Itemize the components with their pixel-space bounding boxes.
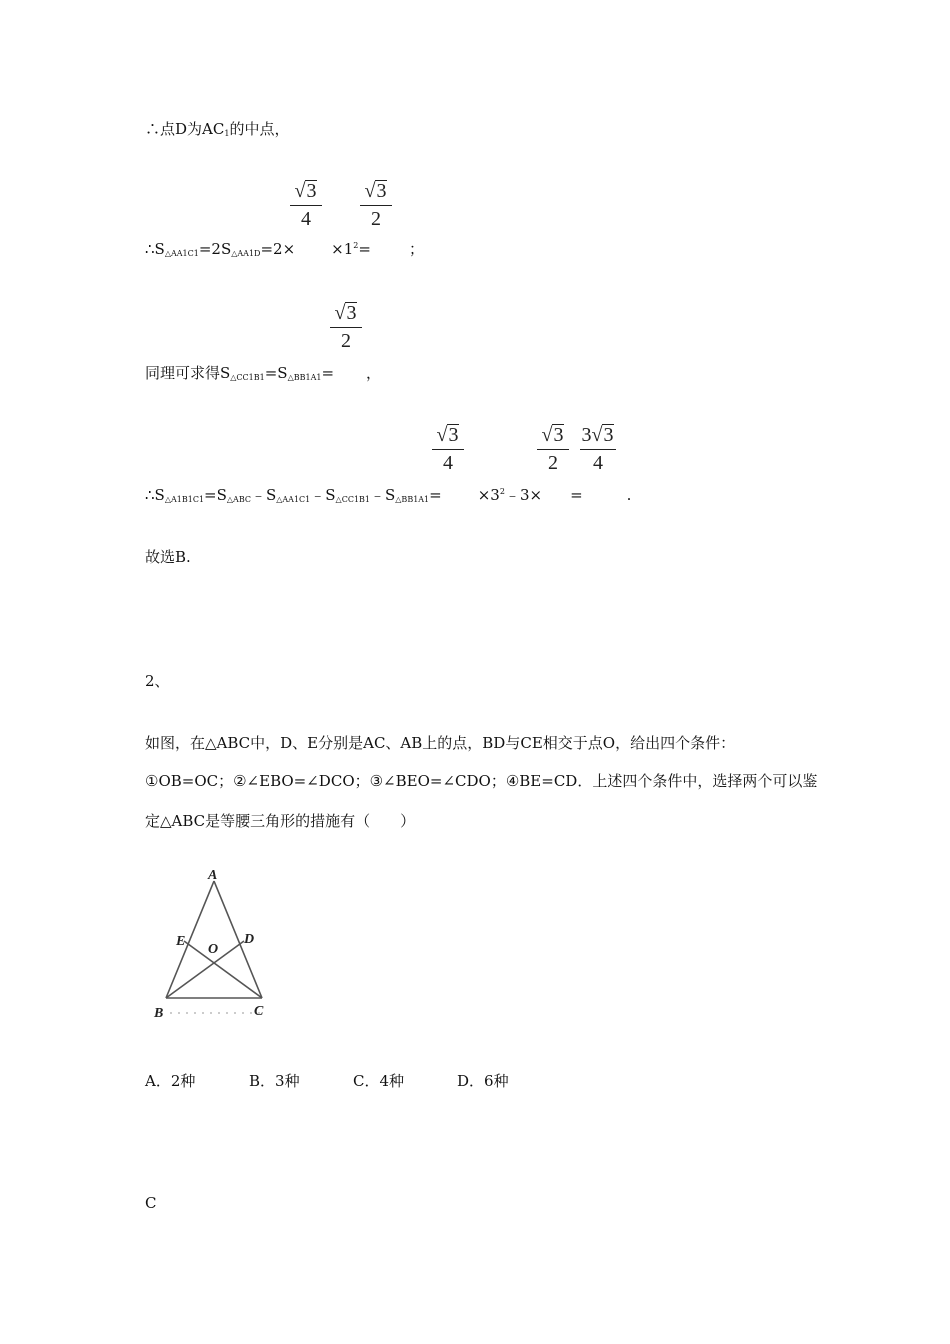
text-part: ， bbox=[366, 364, 382, 382]
text-part: ﹣3× bbox=[504, 486, 543, 504]
question-text-line-1: 如图，在△ABC中，D、E分别是AC、AB上的点，BD与CE相交于点O，给出四个条件： bbox=[145, 734, 736, 752]
denominator: 2 bbox=[341, 330, 351, 352]
text-part: ； bbox=[408, 240, 424, 258]
fraction-sqrt3-over-2: √3 2 bbox=[356, 180, 396, 231]
text-part: =2× bbox=[260, 240, 296, 258]
fraction-sqrt3-over-4: √3 4 bbox=[286, 180, 326, 231]
fraction-sqrt3-over-2: √3 2 bbox=[533, 424, 573, 475]
radicand: 3 bbox=[346, 302, 357, 324]
subscript: △AA1C1 bbox=[276, 495, 311, 504]
text-part: ﹣S bbox=[310, 486, 336, 504]
label-b: B bbox=[154, 1006, 164, 1021]
coefficient: 3 bbox=[581, 424, 592, 446]
option-d[interactable]: D．6种 bbox=[457, 1072, 509, 1090]
subscript: △CC1B1 bbox=[230, 373, 265, 382]
denominator: 4 bbox=[593, 452, 603, 474]
answer-text: C bbox=[145, 1194, 157, 1212]
subscript: 1 bbox=[224, 129, 230, 138]
text-part: ﹣S bbox=[250, 486, 277, 504]
answer-options bbox=[145, 1070, 509, 1091]
text-area-a1b1c1 bbox=[145, 484, 631, 505]
text-similar-areas bbox=[145, 362, 381, 383]
denominator: 2 bbox=[548, 452, 558, 474]
text-part: 同理可求得S bbox=[145, 364, 231, 382]
option-b[interactable]: B．3种 bbox=[249, 1072, 300, 1090]
text-part: =S bbox=[204, 486, 227, 504]
text-part: 的中点， bbox=[229, 120, 290, 138]
text-part: ∴S bbox=[145, 486, 165, 504]
text-part: =2S bbox=[198, 240, 232, 258]
radicand: 3 bbox=[376, 180, 387, 202]
subscript: △BB1A1 bbox=[287, 373, 322, 382]
text-part: ∴点D为AC bbox=[145, 120, 225, 138]
question-text-line-3: 定△ABC是等腰三角形的措施有（ ） bbox=[145, 812, 416, 830]
radicand: 3 bbox=[448, 424, 459, 446]
subscript: △ABC bbox=[226, 495, 251, 504]
text-midpoint-statement bbox=[145, 118, 289, 139]
question-text-line-2: ①OB=OC；②∠EBO=∠DCO；③∠BEO=∠CDO；④BE=CD．上述四个条件中，选择两个可以鉴 bbox=[145, 772, 818, 790]
superscript: 2 bbox=[353, 241, 359, 250]
denominator: 2 bbox=[371, 208, 381, 230]
subscript: △AA1C1 bbox=[164, 249, 199, 258]
text-part: = bbox=[429, 486, 442, 504]
text-choose-b: 故选B. bbox=[145, 548, 191, 566]
label-o: O bbox=[208, 942, 219, 957]
label-d: D bbox=[244, 932, 255, 947]
subscript: △A1B1C1 bbox=[164, 495, 205, 504]
label-c: C bbox=[254, 1004, 264, 1019]
radicand: 3 bbox=[603, 424, 614, 446]
text-part: ∴S bbox=[145, 240, 165, 258]
denominator: 4 bbox=[301, 208, 311, 230]
question-number: 2、 bbox=[145, 672, 170, 690]
text-part: = bbox=[570, 486, 583, 504]
option-c[interactable]: C．4种 bbox=[353, 1072, 405, 1090]
radicand: 3 bbox=[553, 424, 564, 446]
subscript: △AA1D bbox=[231, 249, 261, 258]
text-part: =S bbox=[264, 364, 288, 382]
text-part: ×3 bbox=[477, 486, 500, 504]
superscript: 2 bbox=[499, 487, 505, 496]
fraction-3sqrt3-over-4: 3√3 4 bbox=[576, 424, 620, 475]
option-a[interactable]: A．2种 bbox=[145, 1072, 196, 1090]
subscript: △CC1B1 bbox=[335, 495, 370, 504]
subscript: △BB1A1 bbox=[395, 495, 430, 504]
text-part: = bbox=[321, 364, 335, 382]
fraction-sqrt3-over-4: √3 4 bbox=[428, 424, 468, 475]
text-part: ﹣S bbox=[370, 486, 396, 504]
fraction-sqrt3-over-2: √3 2 bbox=[326, 302, 366, 353]
text-part: ×1 bbox=[331, 240, 354, 258]
label-e: E bbox=[176, 934, 186, 949]
triangle-figure bbox=[150, 865, 280, 1025]
text-part: = bbox=[358, 240, 371, 258]
radicand: 3 bbox=[306, 180, 317, 202]
text-area-aa1c1 bbox=[145, 238, 424, 259]
text-part: . bbox=[626, 486, 632, 504]
label-a: A bbox=[208, 868, 218, 883]
denominator: 4 bbox=[443, 452, 453, 474]
